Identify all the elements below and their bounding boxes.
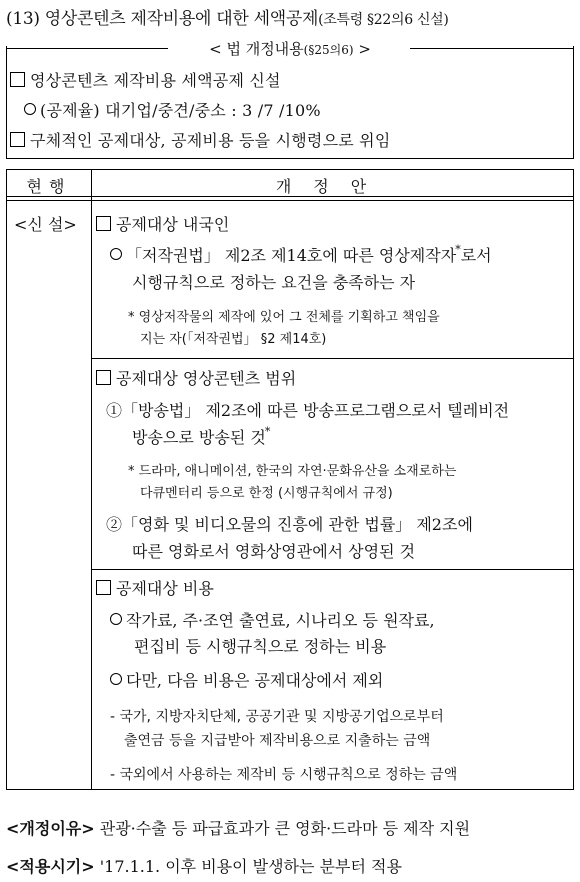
s2-item-1-line2 [132, 425, 270, 448]
s3-heading [96, 576, 214, 599]
s2-note-text-a: 드라마, 애니메이션, 한국의 자연·문화유산을 소재로하는 [138, 464, 457, 479]
s2-item-2-line2: 따른 영화로서 영화상영관에서 상영된 것 [132, 542, 416, 561]
s2-item-2: ②「영화 및 비디오물의 진흥에 관한 법률」 제2조에 [106, 515, 473, 534]
s1-item-star: * [455, 243, 461, 256]
s1-heading [96, 212, 229, 235]
checkbox-square-icon [96, 580, 111, 595]
s3-dash-1: - 국가, 지방자치단체, 공공기관 및 지방공기업으로부터 [110, 709, 444, 725]
summary-top-border-left [6, 48, 168, 49]
summary-row-2 [24, 98, 321, 121]
circle-bullet-icon [24, 103, 36, 115]
s1-item [110, 243, 492, 266]
s1-heading-text: 공제대상 내국인 [116, 215, 230, 234]
s2-item-1: ①「방송법」 제2조에 따른 방송프로그램으로서 텔레비전 [106, 401, 510, 420]
summary-row-1 [10, 68, 281, 91]
circle-bullet-icon [110, 613, 122, 625]
effective-text: '17.1.1. 이후 비용이 발생하는 분부터 적용 [99, 857, 402, 876]
s1-note-line2: 지는 자(「저작권법」 §2 제14호) [140, 332, 327, 347]
summary-row-3 [10, 128, 391, 151]
s1-item-text-b: 로서 [460, 246, 492, 265]
title-main: (13) 영상콘텐츠 제작비용에 대한 세액공제 [6, 9, 319, 29]
s2-item-1-text-b: 방송으로 방송된 것 [132, 428, 266, 447]
s3-item-2-text: 다만, 다음 비용은 공제대상에서 제외 [126, 671, 384, 690]
title-note: (조특령 §22의6 신설) [318, 12, 449, 28]
s3-dash-1-line2: 출연금 등을 지급받아 제작비용으로 지출하는 금액 [124, 733, 431, 749]
reason-row [6, 816, 470, 839]
s2-heading [96, 366, 296, 389]
checkbox-square-icon [96, 370, 111, 385]
table-column-divider [91, 169, 92, 790]
s1-item-line2: 시행규칙으로 정하는 요건을 충족하는 자 [132, 273, 416, 292]
circle-bullet-icon [110, 248, 122, 260]
s3-item-1-line2: 편집비 등 시행규칙으로 정하는 비용 [134, 637, 387, 656]
summary-row-1-text: 영상콘텐츠 제작비용 세액공제 신설 [30, 71, 281, 90]
s2-note [128, 460, 456, 479]
current-new-label: <신 설> [14, 215, 77, 234]
summary-header-close: > [353, 40, 371, 58]
s3-dash-2: - 국외에서 사용하는 제작비 등 시행규칙으로 정하는 금액 [110, 767, 458, 783]
s2-heading-text: 공제대상 영상콘텐츠 범위 [116, 369, 297, 388]
summary-row-2-text: (공제율) 대기업/중견/중소 : 3 /7 /10% [40, 101, 321, 120]
s3-item-2 [110, 668, 383, 691]
s3-item-1-text-a: 작가료, 주·조연 출연료, 시나리오 등 원작료, [126, 611, 435, 630]
s2-item-1-star: * [264, 425, 271, 438]
s3-item-1 [110, 608, 435, 631]
s1-item-text-a: 「저작권법」 제2조 제14호에 따른 영상제작자 [126, 246, 457, 265]
effective-label: <적용시기> [6, 857, 95, 876]
s1-note-text-a: 영상저작물의 제작에 있어 그 전체를 기획하고 책임을 [138, 310, 440, 325]
asterisk-icon: * [128, 310, 139, 325]
section-title [6, 4, 449, 29]
summary-header-ref: (§25의6) [303, 43, 354, 57]
s3-heading-text: 공제대상 비용 [116, 579, 214, 598]
header-revised: 개정안 [275, 177, 389, 196]
s1-note [128, 306, 440, 325]
summary-top-border-right [410, 48, 573, 49]
reason-text: 관광·수출 등 파급효과가 큰 영화·드라마 등 제작 지원 [99, 819, 471, 838]
checkbox-square-icon [10, 132, 25, 147]
reason-label: <개정이유> [6, 819, 95, 838]
header-current: 현행 [26, 177, 72, 196]
effective-row [6, 854, 402, 877]
s2-note-line2: 다큐멘터리 등으로 한정 (시행규칙에서 규정) [140, 486, 393, 501]
checkbox-square-icon [10, 72, 25, 87]
summary-header [175, 38, 405, 59]
section-divider [92, 569, 574, 570]
checkbox-square-icon [96, 216, 111, 231]
circle-bullet-icon [110, 673, 122, 685]
summary-row-3-text: 구체적인 공제대상, 공제비용 등을 시행령으로 위임 [30, 131, 391, 150]
summary-header-label: < 법 개정내용 [209, 40, 304, 58]
asterisk-icon: * [128, 464, 139, 479]
section-divider [92, 358, 574, 359]
